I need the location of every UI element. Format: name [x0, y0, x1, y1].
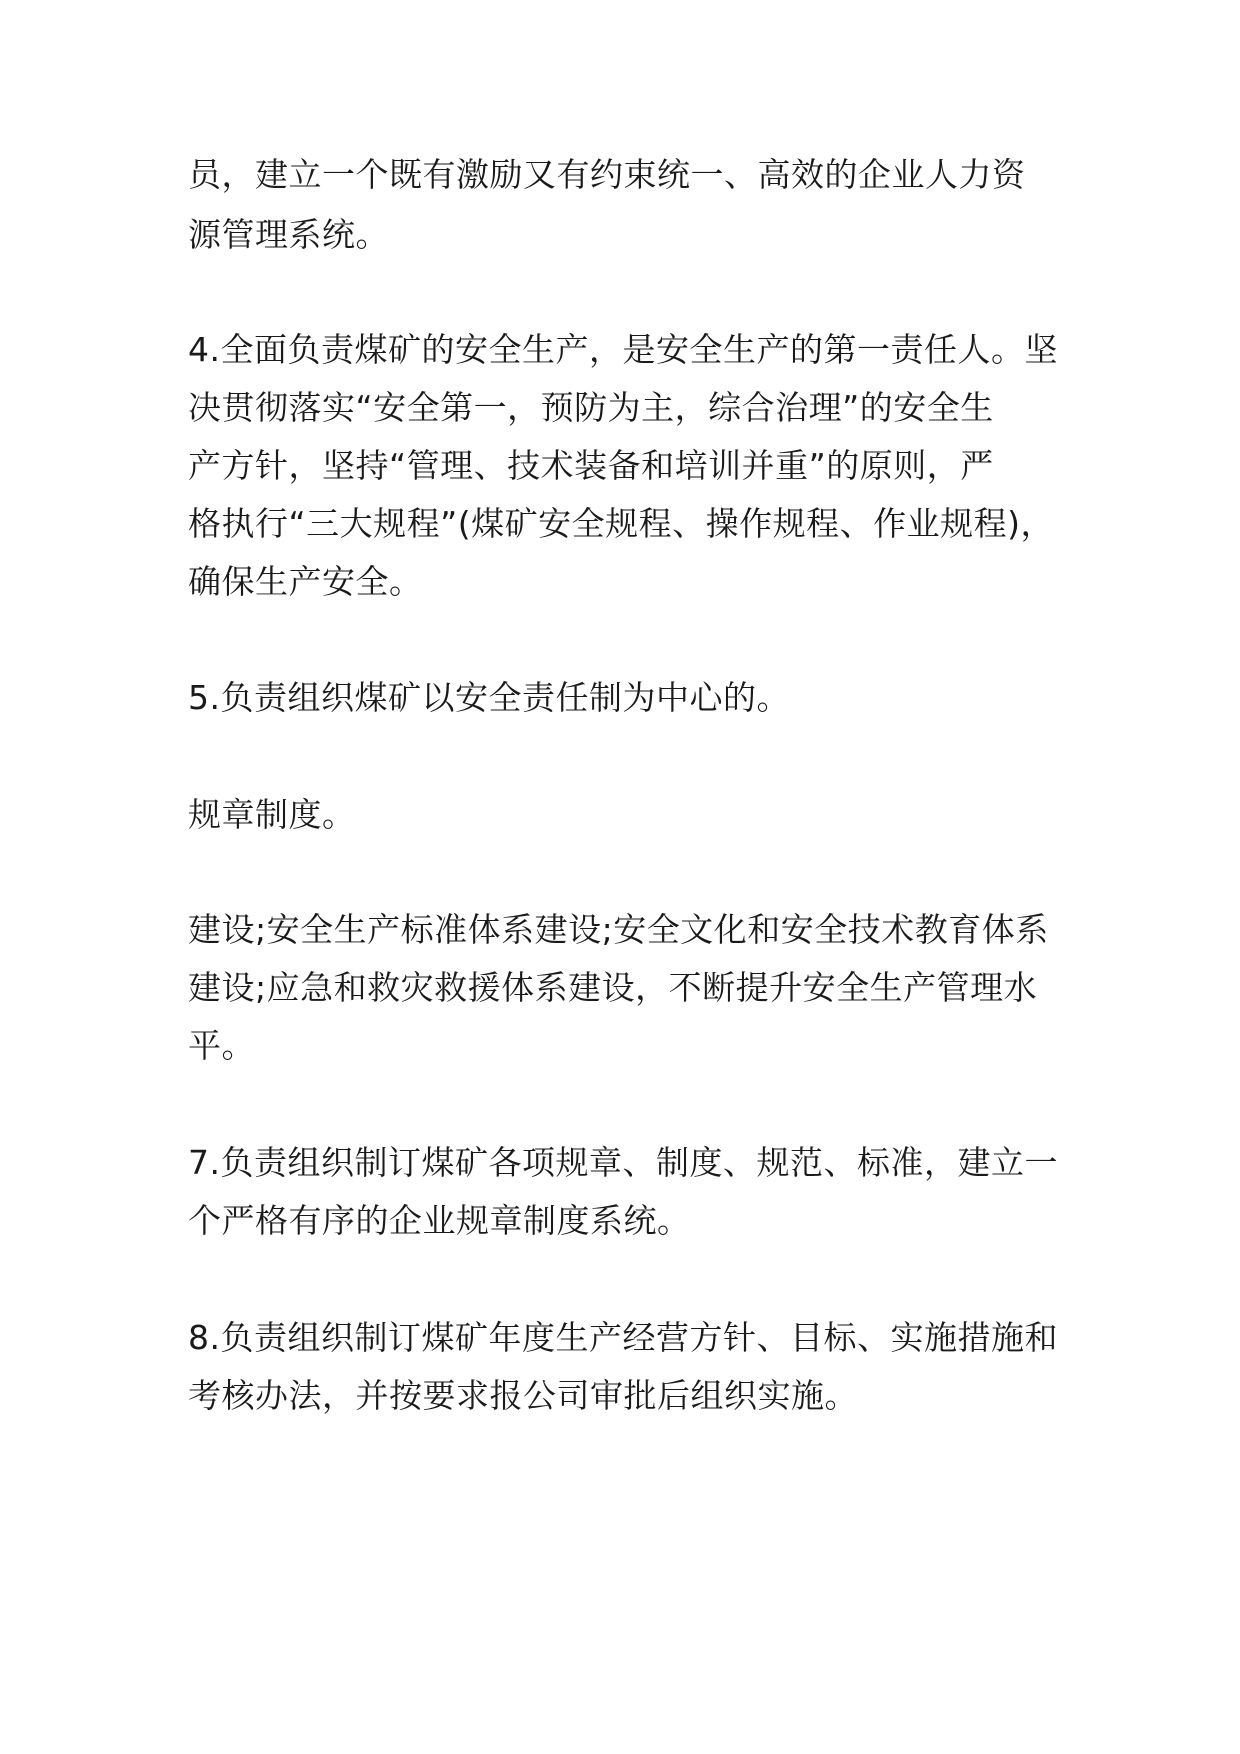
text-line: 考核办法，并按要求报公司审批后组织实施。	[188, 1376, 858, 1415]
text-line: 8.负责组织制订煤矿年度生产经营方针、目标、实施措施和	[188, 1318, 1058, 1357]
text-line: 4.全面负责煤矿的安全生产，是安全生产的第一责任人。坚	[188, 330, 1058, 369]
text-line: 产方针，坚持“管理、技术装备和培训并重”的原则，严	[188, 446, 994, 485]
text-line: 决贯彻落实“安全第一，预防为主，综合治理”的安全生	[188, 388, 994, 427]
text-line: 规章制度。	[188, 795, 356, 834]
text-line: 建设;安全生产标准体系建设;安全文化和安全技术教育体系	[188, 910, 1049, 949]
text-line: 员，建立一个既有激励又有约束统一、高效的企业人力资	[188, 155, 1026, 194]
text-line: 格执行“三大规程”(煤矿安全规程、操作规程、作业规程)，	[188, 504, 1054, 543]
text-line: 5.负责组织煤矿以安全责任制为中心的。	[188, 678, 790, 717]
text-line: 建设;应急和救灾救援体系建设，不断提升安全生产管理水	[188, 968, 1038, 1007]
text-line: 确保生产安全。	[188, 562, 423, 601]
text-line: 平。	[188, 1026, 255, 1065]
text-line: 7.负责组织制订煤矿各项规章、制度、规范、标准，建立一	[188, 1143, 1058, 1182]
text-line: 个严格有序的企业规章制度系统。	[188, 1201, 691, 1240]
text-line: 源管理系统。	[188, 215, 389, 254]
